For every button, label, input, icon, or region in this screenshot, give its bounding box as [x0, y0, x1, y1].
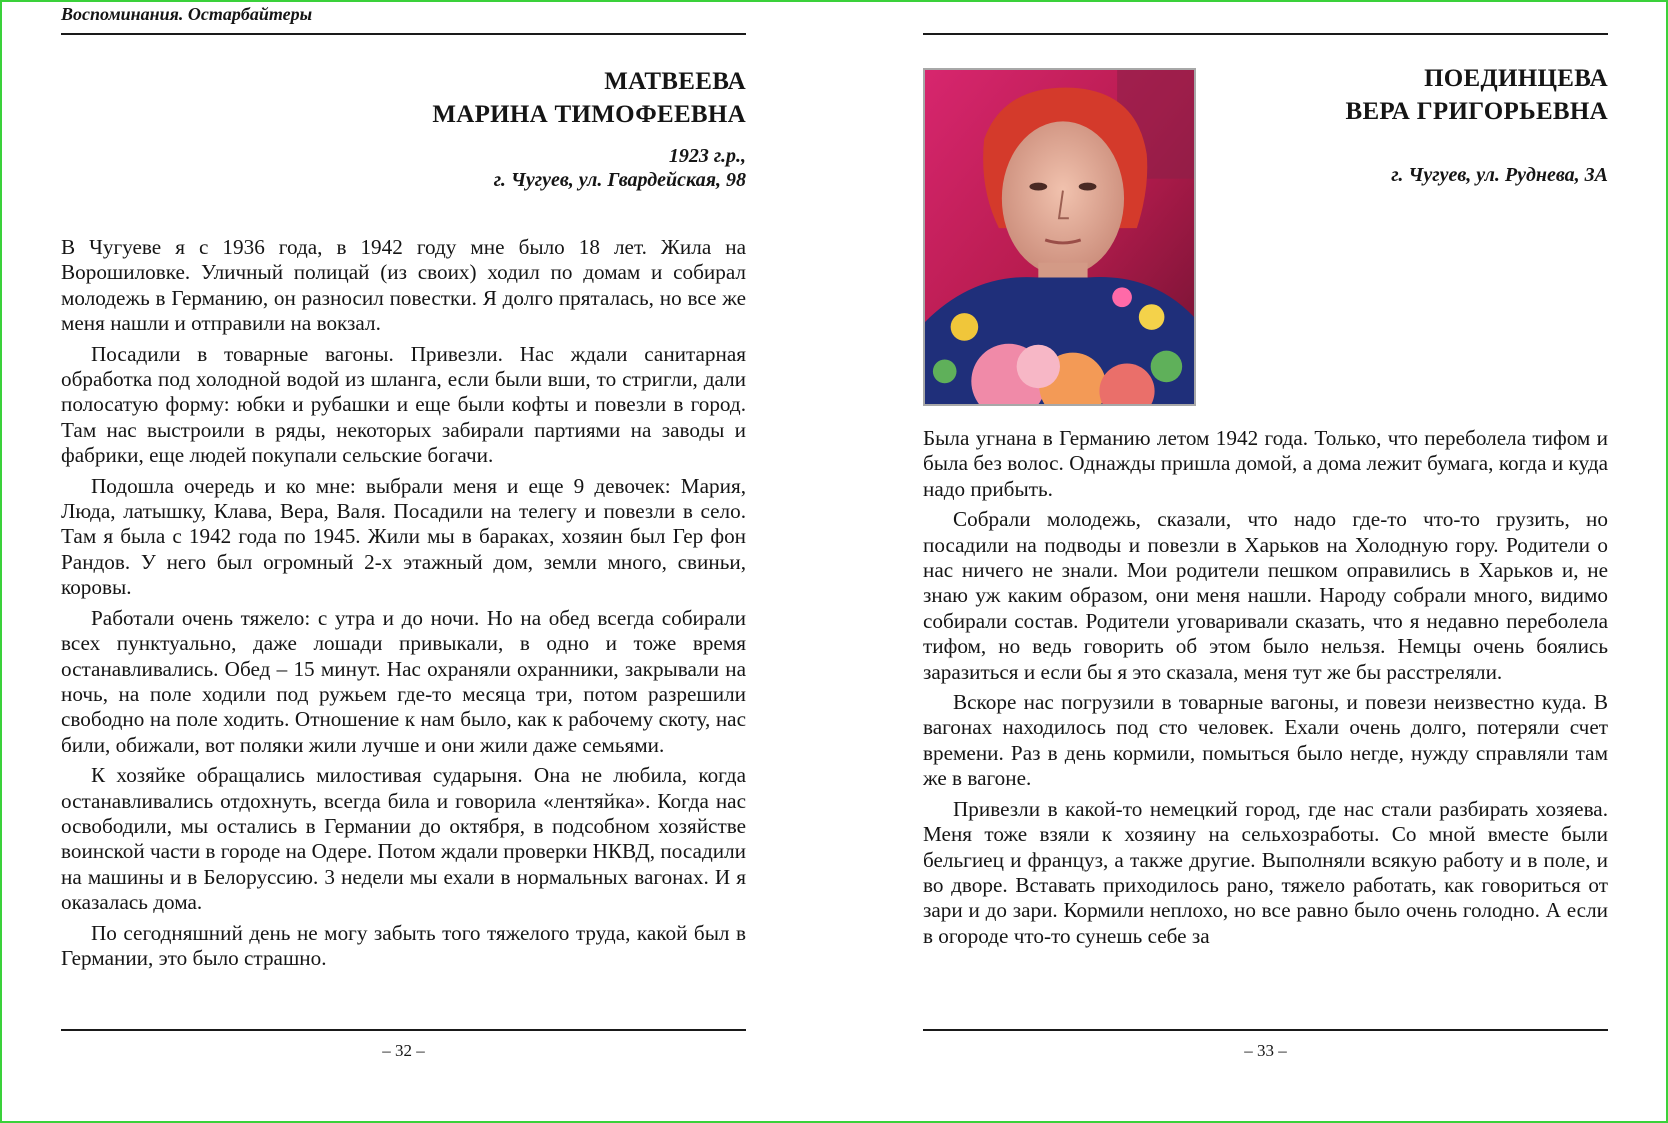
paragraph: К хозяйке обращались милостивая сударыня. Она не любила, когда останавливались отдохнуть, всегда била и говорила «лентяйка». Когда нас освободили, мы остались в Германии до октября, в подсобном хозяйстве воинской части в городе на Одере. Потом ждали проверки НКВД, посадили на машины и в Белоруссию. 3 недели мы ехали в нормальных вагонах. И я оказалась дома. — [61, 763, 746, 915]
given-names: МАРИНА ТИМОФЕЕВНА — [432, 101, 746, 128]
paragraph: Подошла очередь и ко мне: выбрали меня и еще 9 девочек: Мария, Люда, латышку, Клава, Вера, Валя. Посадили на телегу и повезли в село. Там я была с 1942 года по 1945. Жили мы в бараках, хозяин был Гер фон Рандов. У него был огромный 2-х этажный дом, земли много, свиньи, коровы. — [61, 473, 746, 600]
footer-rule — [61, 1029, 746, 1031]
paragraph: Привезли в какой-то немецкий город, где нас стали разбирать хозяева. Меня тоже взяли к хозяину на сельхозработы. Со мной вместе были бельгиец и француз, а также другие. Выполняли всякую работу и в поле, и во дворе. Вставать приходилось рано, тяжело работать, как говориться от зари и до зари. Кормили неплохо, но все равно было очень голодно. А если в огороде что-то сунешь себе за — [923, 796, 1608, 948]
portrait-photo — [923, 68, 1196, 406]
article-meta — [494, 144, 746, 192]
running-head: Воспоминания. Остарбайтеры — [61, 4, 313, 24]
footer-rule — [923, 1029, 1608, 1031]
paragraph: Посадили в товарные вагоны. Привезли. Нас ждали санитарная обработка под холодной водой из шланга, если были вши, то стригли, дали полосатую форму: юбки и рубашки и еще были кофты и повезли в город. Там нас выстроили в ряды, некоторых забирали партиями на заводы и фабрики, еще людей покупали сельские богачи. — [61, 341, 746, 468]
address: г. Чугуев, ул. Гвардейская, 98 — [493, 169, 746, 191]
page-number: – 32 – — [382, 1041, 425, 1060]
article-title — [1345, 62, 1608, 128]
header-rule — [61, 33, 746, 35]
paragraph: Была угнана в Германию летом 1942 года. Только, что переболела тифом и была без волос. Однажды пришла домой, а дома лежит бумага, когда и куда надо прибыть. — [923, 426, 1608, 501]
surname: МАТВЕЕВА — [604, 68, 746, 95]
paragraph: Работали очень тяжело: с утра и до ночи. Но на обед всегда собирали всех пунктуально, даже лошади привыкали, в одно и тоже время останавливались. Обед – 15 минут. Нас охраняли охранники, закрывали на ночь, на поле ходили под ружьем где-то месяца три, потом разрешили свободно на поле ходить. Отношение к нам было, как к рабочему скоту, нас били, обижали, вот поляки жили лучше и они жили даже семьями. — [61, 605, 746, 757]
page-number: – 33 – — [1244, 1041, 1287, 1060]
paragraph: В Чугуеве я с 1936 года, в 1942 году мне было 18 лет. Жила на Ворошиловке. Уличный полицай (из своих) ходил по домам и собирал молодежь в Германию, он разносил повестки. Я долго пряталась, но все же меня нашли и отправили на вокзал. — [61, 235, 746, 336]
right-page — [923, 0, 1608, 1123]
left-page — [61, 0, 746, 1123]
birth-year: 1923 г.р., — [668, 145, 746, 167]
article-meta — [1391, 163, 1608, 187]
paragraph: Вскоре нас погрузили в товарные вагоны, и повези неизвестно куда. В вагонах находилось под сто человек. Ехали очень долго, потеряли счет времени. Раз в день кормили, помыться было негде, нужду справляли там же в вагоне. — [923, 690, 1608, 791]
portrait-illustration — [925, 70, 1194, 404]
given-names: ВЕРА ГРИГОРЬЕВНА — [1345, 98, 1608, 125]
paragraph: Собрали молодежь, сказали, что надо где-то что-то грузить, но посадили на подводы и повезли в Харьков на Холодную гору. Родители о нас ничего не знали. Мои родители пешком оправились в Харьков и, не знаю уж каким образом, они меня нашли. Народу собрали много, видимо собирали состав. Родители уговаривали сказать, что я недавно переболела тифом, но ведь говорить об этом было нельзя. Немцы очень боялись заразиться и если бы я это сказала, меня тут же бы расстреляли. — [923, 507, 1608, 684]
address: г. Чугуев, ул. Руднева, 3А — [1391, 164, 1608, 186]
paragraph: По сегодняшний день не могу забыть того тяжелого труда, какой был в Германии, это было страшно. — [61, 920, 746, 970]
surname: ПОЕДИНЦЕВА — [1424, 65, 1608, 92]
article-body — [923, 426, 1608, 954]
article-body — [61, 235, 746, 976]
article-title — [432, 65, 746, 131]
header-rule — [923, 33, 1608, 35]
